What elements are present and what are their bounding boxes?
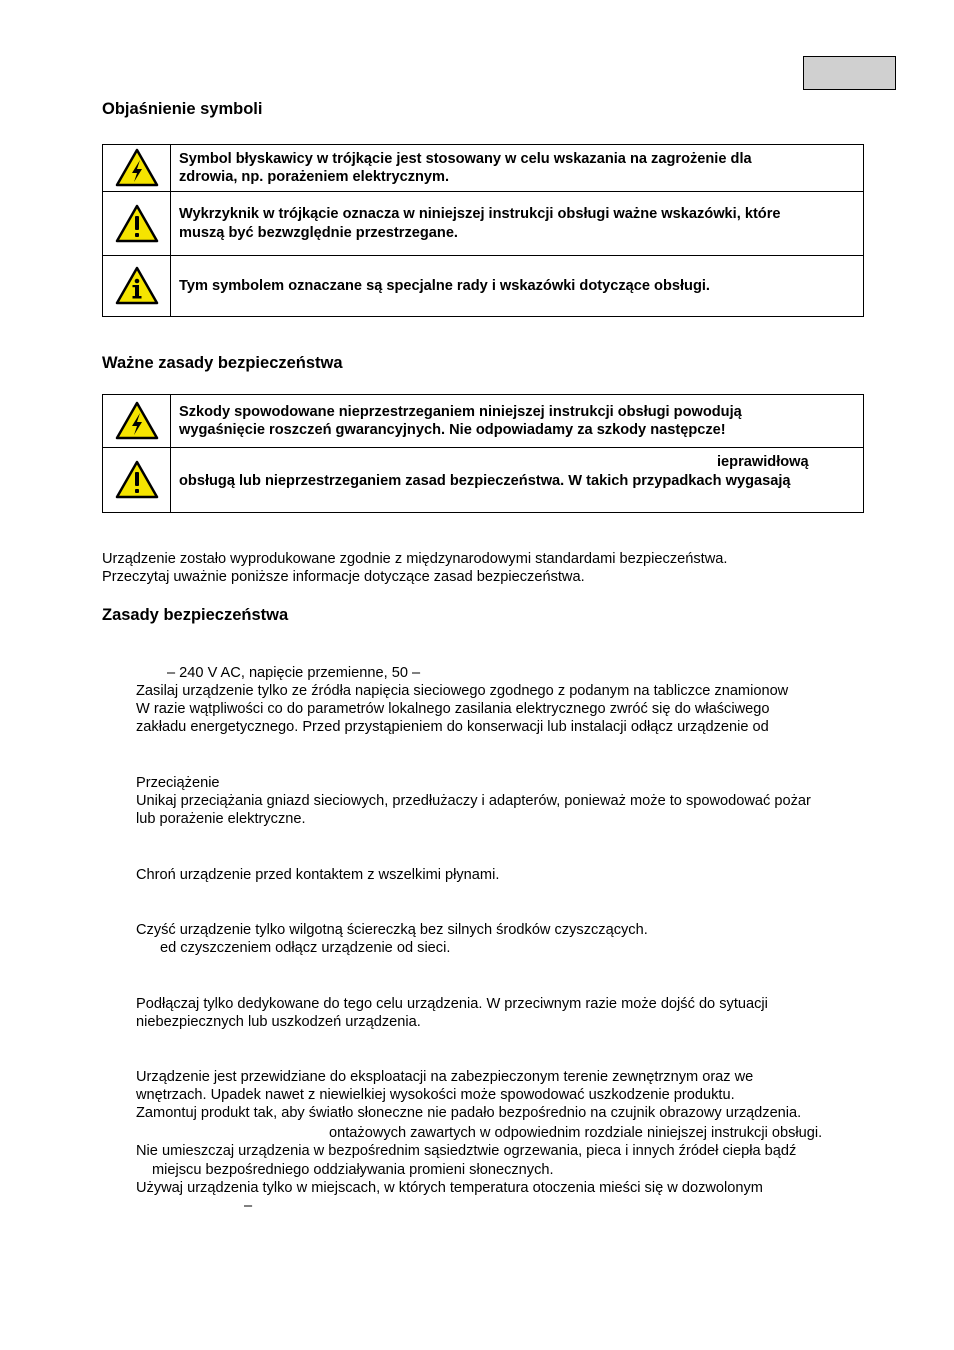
lightning-warning-icon (115, 148, 159, 188)
location-text-line: ontażowych zawartych w odpowiednim rozdziale niniejszej instrukcji obsługi. (329, 1125, 823, 1141)
page-tab-box (803, 56, 896, 90)
location-text-line: Używaj urządzenia tylko w miejscach, w których temperatura otoczenia mieści się w dozwolonym (136, 1180, 763, 1196)
accessories-text-line: niebezpiecznych lub uszkodzeń urządzenia. (136, 1014, 421, 1030)
safety-row-text: obsługą lub nieprzestrzeganiem zasad bezpieczeństwa. W takich przypadkach wygasają (179, 472, 791, 489)
overload-text-line: lub porażenie elektryczne. (136, 811, 306, 827)
location-text-line: miejscu bezpośredniego oddziaływania promieni słonecznych. (152, 1162, 554, 1178)
location-text-line: Zamontuj produkt tak, aby światło słoneczne nie padało bezpośrednio na czujnik obrazowy urządzenia. (136, 1105, 802, 1121)
location-text-line: Urządzenie jest przewidziane do eksploatacji na zabezpieczonym terenie zewnętrznym oraz we (136, 1069, 754, 1085)
symbols-row-text: Tym symbolem oznaczane są specjalne rady i wskazówki dotyczące obsługi. (179, 277, 710, 294)
symbols-row-text: Symbol błyskawicy w trójkącie jest stosowany w celu wskazania na zagrożenie dla (179, 150, 752, 167)
overload-title: Przeciążenie (136, 775, 220, 791)
location-text-line: wnętrzach. Upadek nawet z niewielkiej wysokości może spowodować uszkodzenie produktu. (136, 1087, 735, 1103)
cleaning-text-line: ed czyszczeniem odłącz urządzenie od sieci. (160, 940, 451, 956)
safety-row (103, 395, 864, 448)
symbols-row (103, 256, 864, 317)
accessories-text-line: Podłączaj tylko dedykowane do tego celu urządzenia. W przeciwnym razie może dojść do sytuacji (136, 996, 768, 1012)
intro-line: Przeczytaj uważnie poniższe informacje dotyczące zasad bezpieczeństwa. (102, 569, 585, 585)
safety-row-text: Szkody spowodowane nieprzestrzeganiem niniejszej instrukcji obsługi powodują (179, 403, 742, 420)
symbols-table (102, 144, 864, 317)
important-safety-table (102, 394, 864, 513)
power-voltage-line: – 240 V AC, napięcie przemienne, 50 – (167, 665, 421, 681)
info-warning-icon (115, 266, 159, 306)
safety-row-text: ieprawidłową (717, 454, 809, 470)
lightning-warning-icon (115, 401, 159, 441)
symbols-row-text: Wykrzyknik w trójkącie oznacza w niniejszej instrukcji obsługi ważne wskazówki, które (179, 206, 781, 222)
location-text-line: Nie umieszczaj urządzenia w bezpośrednim sąsiedztwie ogrzewania, pieca i innych źródeł ciepła bądź (136, 1143, 797, 1159)
exclamation-warning-icon (115, 204, 159, 244)
symbols-row (103, 192, 864, 256)
power-text-line: W razie wątpliwości co do parametrów lokalnego zasilania elektrycznego zwróć się do właściwego (136, 701, 770, 717)
power-text-line: Zasilaj urządzenie tylko ze źródła napięcia sieciowego zgodnego z podanym na tabliczce znamionow (136, 683, 789, 699)
symbols-row-text: muszą być bezwzględnie przestrzegane. (179, 224, 458, 241)
power-text-line: zakładu energetycznego. Przed przystąpieniem do konserwacji lub instalacji odłącz urządzenie od (136, 719, 769, 735)
heading-symbols: Objaśnienie symboli (102, 100, 263, 118)
overload-text-line: Unikaj przeciążania gniazd sieciowych, przedłużaczy i adapterów, ponieważ może to spowodować pożar (136, 793, 811, 809)
exclamation-warning-icon (115, 460, 159, 500)
location-text-line: – (244, 1198, 253, 1214)
heading-important-safety: Ważne zasady bezpieczeństwa (102, 354, 343, 372)
safety-row (103, 448, 864, 513)
intro-line: Urządzenie zostało wyprodukowane zgodnie z międzynarodowymi standardami bezpieczeństwa. (102, 551, 728, 567)
symbols-row-text: zdrowia, np. porażeniem elektrycznym. (179, 169, 450, 185)
cleaning-text-line: Czyść urządzenie tylko wilgotną ściereczką bez silnych środków czyszczących. (136, 922, 648, 938)
symbols-row (103, 145, 864, 192)
heading-safety-rules: Zasady bezpieczeństwa (102, 606, 289, 624)
safety-row-text: wygaśnięcie roszczeń gwarancyjnych. Nie odpowiadamy za szkody następcze! (179, 422, 726, 438)
liquids-text-line: Chroń urządzenie przed kontaktem z wszelkimi płynami. (136, 867, 500, 883)
